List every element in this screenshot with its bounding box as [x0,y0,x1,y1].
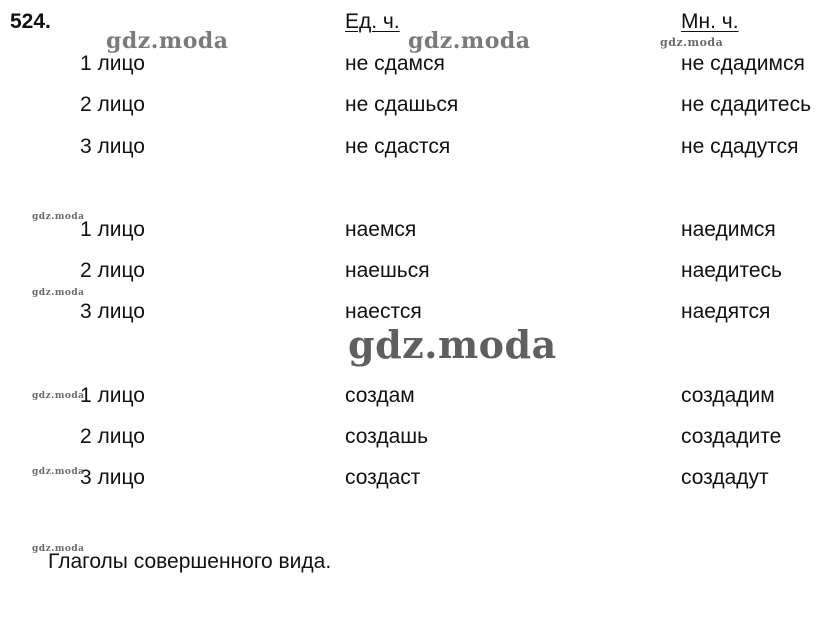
group3-row1-person: 1 лицо [80,384,145,407]
group3-row1-plural: создадим [681,384,775,407]
group1-row1-person: 1 лицо [80,52,145,75]
group1-row1-plural: не сдадимся [681,52,805,75]
group1-row3-person: 3 лицо [80,135,145,158]
group2-row3-person: 3 лицо [80,300,145,323]
group2-row2-person: 2 лицо [80,259,145,282]
header-singular: Ед. ч. [345,10,400,33]
group1-row2-person: 2 лицо [80,93,145,116]
exercise-number: 524. [10,10,51,33]
group1-row2-plural: не сдадитесь [681,93,812,116]
group2-row1-singular: наемся [345,218,417,241]
group3-row2-person: 2 лицо [80,425,145,448]
group2-row1-person: 1 лицо [80,218,145,241]
group1-row1-singular: не сдамся [345,52,445,75]
group3-row3-person: 3 лицо [80,466,145,489]
group1-row3-singular: не сдастся [345,135,451,158]
group2-row2-plural: наедитесь [681,259,782,282]
group3-row1-singular: создам [345,384,415,407]
group1-row3-plural: не сдадутся [681,135,799,158]
watermark: gdz.moda [32,212,85,222]
group3-row2-singular: создашь [345,425,429,448]
watermark: gdz.moda [660,36,724,49]
watermark: gdz.moda [106,28,229,54]
group2-row1-plural: наедимся [681,218,776,241]
group3-row3-plural: создадут [681,466,769,489]
watermark: gdz.moda [32,288,85,298]
group3-row2-plural: создадите [681,425,782,448]
watermark: gdz.moda [32,391,85,401]
group3-row3-singular: создаст [345,466,421,489]
watermark: gdz.moda [348,322,557,367]
conclusion-text: Глаголы совершенного вида. [48,550,332,573]
watermark: gdz.moda [32,467,85,477]
watermark: gdz.moda [32,544,85,554]
header-plural: Мн. ч. [681,10,739,33]
group2-row3-plural: наедятся [681,300,771,323]
group1-row2-singular: не сдашься [345,93,459,116]
group2-row2-singular: наешься [345,259,430,282]
watermark: gdz.moda [408,28,531,54]
group2-row3-singular: наестся [345,300,422,323]
